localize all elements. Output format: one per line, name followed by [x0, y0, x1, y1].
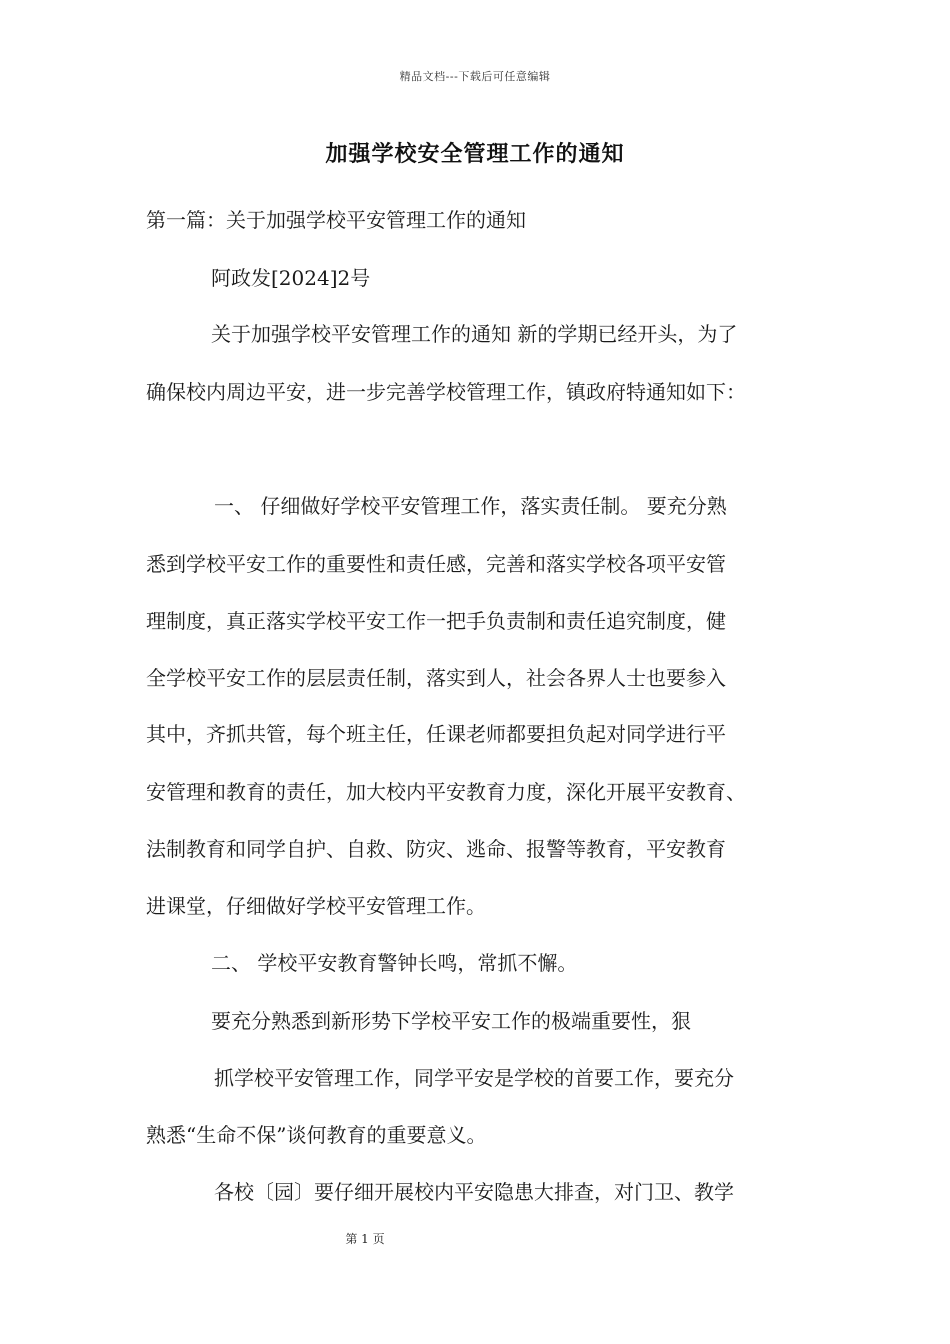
- body-line: 其中，齐抓共管，每个班主任，任课老师都要担负起对同学进行平: [146, 722, 726, 746]
- document-number: 阿政发[2024]2号: [211, 266, 371, 290]
- body-line: 要充分熟悉到新形势下学校平安工作的极端重要性，狠: [211, 1009, 691, 1033]
- body-line: 关于加强学校平安管理工作的通知 新的学期已经开头，为了: [211, 322, 738, 346]
- body-line: 进课堂，仔细做好学校平安管理工作。: [146, 894, 486, 918]
- body-line: 安管理和教育的责任，加大校内平安教育力度，深化开展平安教育、: [146, 780, 746, 804]
- document-title: 加强学校安全管理工作的通知: [325, 141, 625, 167]
- section-heading: 第一篇：关于加强学校平安管理工作的通知: [146, 208, 526, 232]
- body-line: 熟悉“生命不保”谈何教育的重要意义。: [146, 1123, 487, 1147]
- body-line: 确保校内周边平安，进一步完善学校管理工作，镇政府特通知如下：: [146, 380, 746, 404]
- body-line: 理制度，真正落实学校平安工作一把手负责制和责任追究制度，健: [146, 609, 726, 633]
- page-number: 第 1 页: [345, 1232, 385, 1246]
- body-line: 悉到学校平安工作的重要性和责任感，完善和落实学校各项平安管: [146, 552, 726, 576]
- body-line: 二、 学校平安教育警钟长鸣，常抓不懈。: [211, 951, 578, 975]
- body-line: 一、 仔细做好学校平安管理工作，落实责任制。 要充分熟: [214, 494, 727, 518]
- header-note: 精品文档---下载后可任意编辑: [399, 70, 551, 83]
- body-line: 抓学校平安管理工作，同学平安是学校的首要工作，要充分: [214, 1066, 734, 1090]
- body-line: 全学校平安工作的层层责任制，落实到人，社会各界人士也要参入: [146, 666, 726, 690]
- body-line: 法制教育和同学自护、自救、防灾、逃命、报警等教育，平安教育: [146, 837, 726, 861]
- body-line: 各校〔园〕要仔细开展校内平安隐患大排查，对门卫、教学: [214, 1180, 734, 1204]
